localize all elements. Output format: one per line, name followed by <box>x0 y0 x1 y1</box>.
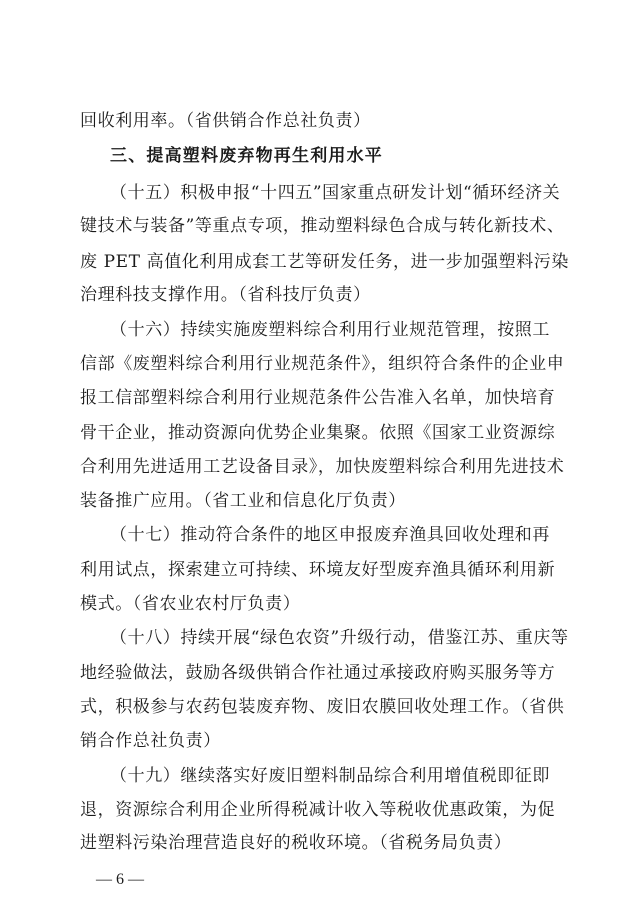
paragraph-line: 式，积极参与农药包装废弃物、废旧农膜回收处理工作。（省供 <box>80 697 565 717</box>
paragraph-line: （十八）持续开展“绿色农资”升级行动，借鉴江苏、重庆等 <box>110 628 569 648</box>
paragraph-line: （十六）持续实施废塑料综合利用行业规范管理，按照工 <box>110 320 550 340</box>
paragraph-line: （十七）推动符合条件的地区申报废弃渔具回收处理和再 <box>110 525 550 545</box>
paragraph-line: 退，资源综合利用企业所得税减计收入等税收优惠政策，为促 <box>80 800 556 820</box>
paragraph-line: 废 PET 高值化利用成套工艺等研发任务，进一步加强塑料污染 <box>80 252 569 272</box>
paragraph-line: 合利用先进适用工艺设备目录》，加快废塑料综合利用先进技术 <box>80 457 565 477</box>
paragraph-line: （十五）积极申报“十四五”国家重点研发计划“循环经济关 <box>110 183 561 203</box>
paragraph-line: 装备推广应用。（省工业和信息化厅负责） <box>80 491 406 511</box>
section-heading: 三、提高塑料废弃物再生利用水平 <box>110 146 383 166</box>
paragraph-line: （十九）继续落实好废旧塑料制品综合利用增值税即征即 <box>110 766 550 786</box>
paragraph-line: 治理科技支撑作用。（省科技厅负责） <box>80 285 371 305</box>
paragraph-line: 回收利用率。（省供销合作总社负责） <box>80 111 371 131</box>
page-number: — 6 — <box>96 871 144 888</box>
paragraph-line: 地经验做法，鼓励各级供销合作社通过承接政府购买服务等方 <box>80 663 556 683</box>
paragraph-line: 信部《废塑料综合利用行业规范条件》，组织符合条件的企业申 <box>80 354 565 374</box>
paragraph-line: 键技术与装备”等重点专项，推动塑料绿色合成与转化新技术、 <box>80 216 565 236</box>
paragraph-line: 骨干企业，推动资源向优势企业集聚。依照《国家工业资源综 <box>80 423 556 443</box>
paragraph-line: 利用试点，探索建立可持续、环境友好型废弃渔具循环利用新 <box>80 560 556 580</box>
paragraph-line: 报工信部塑料综合利用行业规范条件公告准入名单，加快培育 <box>80 388 556 408</box>
paragraph-line: 模式。（省农业农村厅负责） <box>80 594 301 614</box>
paragraph-line: 销合作总社负责） <box>80 731 221 751</box>
paragraph-line: 进塑料污染治理营造良好的税收环境。（省税务局负责） <box>80 833 512 853</box>
